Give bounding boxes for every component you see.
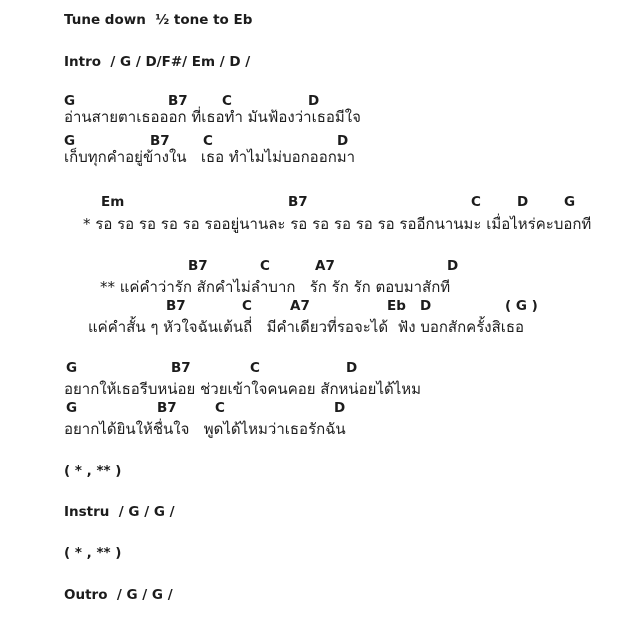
chord-label: B7 <box>157 400 177 416</box>
chord-label: B7 <box>188 258 208 274</box>
chord-label: Em <box>101 194 125 210</box>
chord-label: C <box>222 93 232 109</box>
chord-label: G <box>66 360 78 376</box>
chord-line-bridge-b <box>0 299 620 315</box>
chord-label: B7 <box>168 93 188 109</box>
chord-label: ( G ) <box>505 298 538 314</box>
chord-label: D <box>420 298 432 314</box>
chord-label: G <box>66 400 78 416</box>
chord-label: D <box>346 360 358 376</box>
lyric-line-verse2a: อยากให้เธอรีบหน่อย ช่วยเข้าใจคนคอย สักหน่อยได้ไหม <box>64 380 422 398</box>
chord-label: C <box>215 400 225 416</box>
instru-line: Instru / G / G / <box>64 504 175 520</box>
chord-label: G <box>64 93 76 109</box>
chord-label: G <box>64 133 76 149</box>
chord-label: B7 <box>150 133 170 149</box>
chord-label: C <box>250 360 260 376</box>
chord-label: Eb <box>387 298 406 314</box>
chord-label: B7 <box>288 194 308 210</box>
chord-label: D <box>447 258 459 274</box>
lyric-line-bridge-b: แค่คำสั้น ๆ หัวใจฉันเต้นถี่ มีคำเดียวที่รอจะได้ ฟัง บอกสักครั้งสิเธอ <box>88 318 525 336</box>
chord-label: B7 <box>171 360 191 376</box>
outro-line: Outro / G / G / <box>64 587 173 603</box>
intro-line: Intro / G / D/F#/ Em / D / <box>64 54 251 70</box>
chord-label: C <box>242 298 252 314</box>
chord-label: C <box>471 194 481 210</box>
chord-line-verse2a <box>0 361 620 377</box>
chord-line-verse2b <box>0 401 620 417</box>
lyric-line-verse1b: เก็บทุกคำอยู่ข้างใน เธอ ทำไมไม่บอกออกมา <box>64 148 356 166</box>
lyric-line-chorus: * รอ รอ รอ รอ รอ รออยู่นานละ รอ รอ รอ รอ รอ รออีกนานมะ เมื่อไหร่คะบอกที <box>83 215 592 233</box>
lyric-line-verse2b: อยากได้ยินให้ชื่นใจ พูดได้ไหมว่าเธอรักฉัน <box>64 420 346 438</box>
chord-label: A7 <box>315 258 335 274</box>
chord-label: C <box>260 258 270 274</box>
chord-label: D <box>337 133 349 149</box>
chord-label: A7 <box>290 298 310 314</box>
chord-line-bridge-a <box>0 259 620 275</box>
lyric-line-verse1a: อ่านสายตาเธอออก ที่เธอทำ มันฟ้องว่าเธอมีใจ <box>64 108 361 126</box>
chord-label: D <box>334 400 346 416</box>
chord-label: B7 <box>166 298 186 314</box>
chord-label: C <box>203 133 213 149</box>
chord-label: D <box>517 194 529 210</box>
tuning-note: Tune down ½ tone to Eb <box>64 12 253 28</box>
repeat-marker-1: ( * , ** ) <box>64 463 122 479</box>
chord-label: G <box>564 194 576 210</box>
repeat-marker-2: ( * , ** ) <box>64 545 122 561</box>
lyric-line-bridge-a: ** แค่คำว่ารัก สักคำไม่ลำบาก รัก รัก รัก ตอบมาสักที <box>100 278 451 296</box>
chord-line-chorus <box>0 195 620 211</box>
chord-label: D <box>308 93 320 109</box>
